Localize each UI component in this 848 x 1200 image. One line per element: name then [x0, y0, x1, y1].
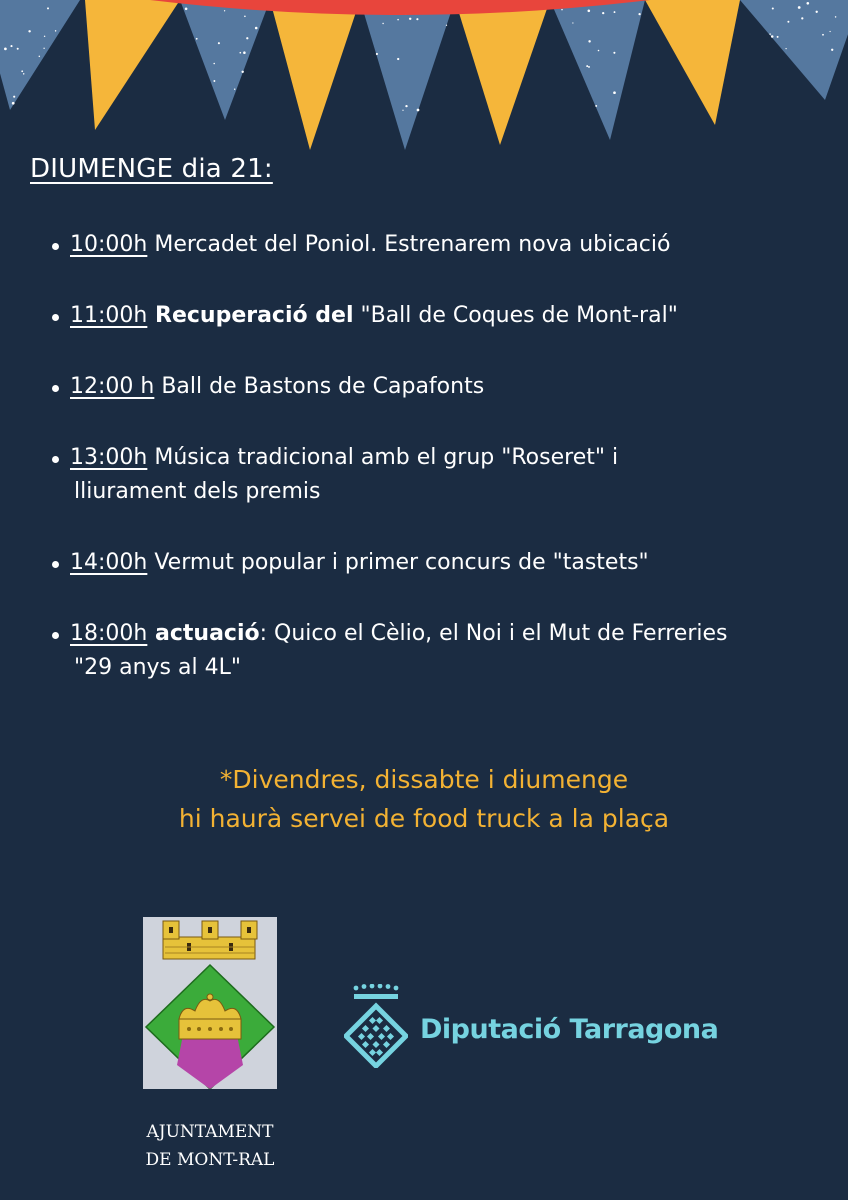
schedule-text: Música tradicional amb el grup "Roseret" i [147, 445, 619, 470]
sparkle-dot [55, 30, 56, 31]
sparkle-dot [397, 58, 399, 60]
pennant-blue [180, 0, 270, 120]
schedule-time: 13:00h [70, 445, 148, 470]
schedule-item [50, 370, 848, 404]
pennant-yellow [270, 0, 360, 150]
sparkle-dot [798, 6, 801, 9]
sparkle-dot [602, 12, 604, 14]
schedule-text: Mercadet del Poniol. Estrenarem nova ubicació [147, 232, 671, 257]
sparkle-dot [638, 13, 640, 15]
schedule-text-continued: lliurament dels premis [74, 479, 321, 504]
sparkle-dot [787, 21, 789, 23]
sparkle-dot [47, 7, 49, 9]
sparkle-dot [785, 48, 786, 49]
sparkle-dot [234, 88, 235, 89]
day-heading: DIUMENGE dia 21: [30, 154, 273, 184]
sparkle-dot [23, 73, 24, 74]
schedule-item [50, 617, 848, 685]
sparkle-dot [10, 45, 12, 47]
sparkle-dot [376, 53, 378, 55]
sparkle-dot [39, 56, 40, 57]
pennant-yellow [455, 0, 550, 145]
schedule-item [50, 441, 848, 509]
schedule-bold: actuació [147, 621, 260, 646]
schedule-time: 10:00h [70, 232, 148, 257]
sparkle-dot [417, 109, 420, 112]
sparkle-dot [243, 51, 246, 54]
sparkle-dot [588, 40, 590, 42]
sparkle-dot [239, 52, 241, 54]
sparkle-dot [598, 50, 600, 52]
sparkle-dot [613, 91, 616, 94]
bunting-pennants [0, 0, 848, 150]
pennant-yellow [645, 0, 740, 125]
sparkle-dot [816, 11, 818, 13]
pennant-blue [550, 0, 645, 140]
schedule-item [50, 546, 848, 580]
sparkle-dot [17, 48, 19, 50]
sparkle-dot [806, 2, 809, 5]
sparkle-dot [572, 22, 573, 23]
sparkle-dot [43, 48, 44, 49]
sparkle-dot [21, 70, 23, 72]
sparkle-dot [561, 9, 563, 11]
pennant-blue [0, 0, 80, 110]
diputacio-emblem-icon [344, 984, 408, 1068]
sparkle-dot [246, 37, 248, 39]
sparkle-dot [829, 31, 830, 32]
schedule-time: 18:00h [70, 621, 148, 646]
sparkle-dot [416, 18, 418, 20]
sparkle-dot [224, 10, 225, 11]
schedule-list [50, 228, 848, 685]
sparkle-dot [614, 11, 616, 13]
sparkle-dot [588, 66, 590, 68]
coat-of-arms-icon [143, 917, 277, 1089]
sparkle-dot [586, 65, 588, 67]
sparkle-dot [835, 16, 837, 18]
bunting-decoration [0, 0, 848, 160]
sparkle-dot [382, 23, 383, 24]
sparkle-dot [218, 42, 220, 44]
schedule-time: 12:00 h [70, 374, 155, 399]
sparkle-dot [185, 8, 188, 11]
sparkle-dot [397, 19, 399, 21]
sparkle-dot [405, 105, 407, 107]
sparkle-dot [801, 17, 803, 19]
schedule-time: 14:00h [70, 550, 148, 575]
schedule-item [50, 228, 848, 262]
sparkle-dot [771, 35, 774, 38]
diputacio-name: Diputació Tarragona [420, 1014, 719, 1045]
sparkle-dot [44, 36, 45, 37]
sparkle-dot [777, 36, 779, 38]
sparkle-dot [255, 27, 258, 30]
schedule-text-continued: "29 anys al 4L" [74, 655, 241, 680]
sparkle-dot [831, 49, 833, 51]
sparkle-dot [595, 105, 597, 107]
sparkle-dot [402, 110, 403, 111]
schedule-text: "Ball de Coques de Mont-ral" [353, 303, 678, 328]
sparkle-dot [244, 16, 246, 18]
sparkle-dot [772, 7, 774, 9]
schedule-time: 11:00h [70, 303, 148, 328]
pennant-blue [360, 0, 455, 150]
schedule-item [50, 299, 848, 333]
schedule-text: Vermut popular i primer concurs de "tastets" [147, 550, 649, 575]
sparkle-dot [769, 33, 770, 34]
sparkle-dot [409, 18, 411, 20]
food-truck-note-line2: hi haurà servei de food truck a la plaça [178, 804, 670, 833]
ajuntament-line2: DE MONT-RAL [145, 1150, 275, 1170]
schedule-text: : Quico el Cèlio, el Noi i el Mut de Ferreries [259, 621, 728, 646]
sparkle-dot [822, 34, 824, 36]
sparkle-dot [196, 38, 198, 40]
sparkle-dot [446, 25, 447, 26]
sparkle-dot [241, 71, 243, 73]
sparkle-dot [12, 102, 15, 105]
sparkle-dot [213, 80, 215, 82]
sparkle-dot [588, 10, 591, 13]
sparkle-dot [4, 48, 7, 51]
schedule-bold: Recuperació del [147, 303, 354, 328]
food-truck-note-line1: *Divendres, dissabte i diumenge [219, 765, 629, 794]
pennant-yellow [85, 0, 180, 130]
sparkle-dot [28, 30, 30, 32]
sparkle-dot [13, 96, 15, 98]
schedule-text: Ball de Bastons de Capafonts [154, 374, 485, 399]
sparkle-dot [213, 63, 215, 65]
sparkle-dot [613, 52, 615, 54]
ajuntament-line1: AJUNTAMENT [146, 1122, 274, 1142]
ajuntament-label [110, 1118, 310, 1174]
